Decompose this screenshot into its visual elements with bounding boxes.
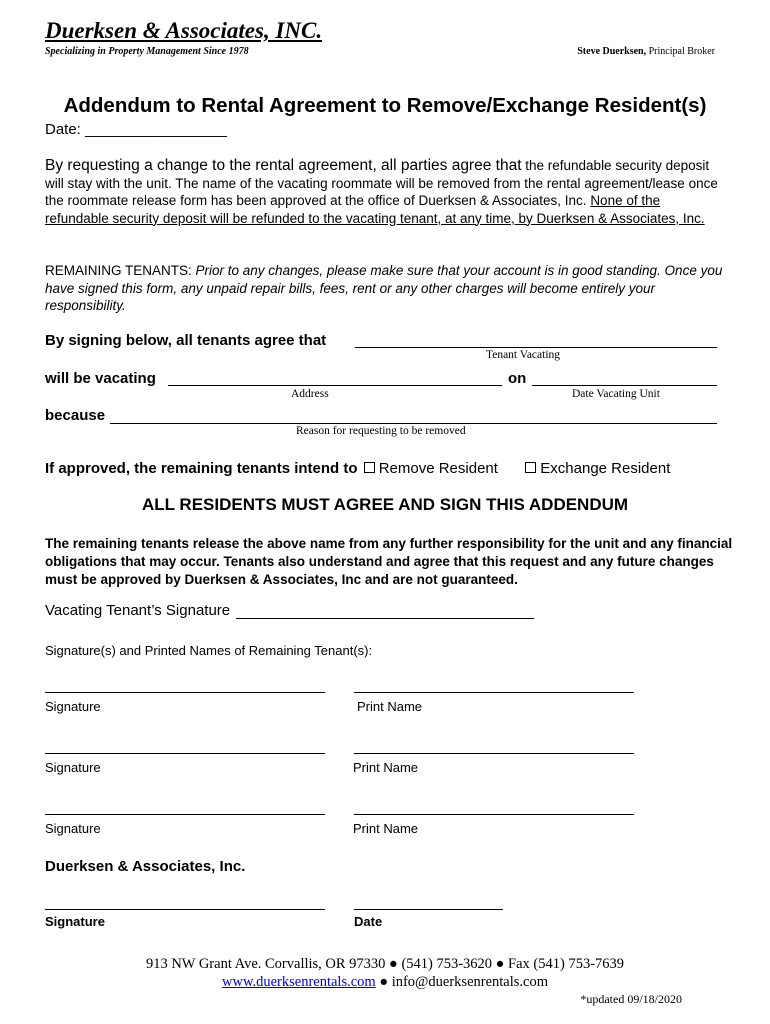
intro-lead: By requesting a change to the rental agreement, all parties agree that [45, 157, 522, 174]
remaining-text: Prior to any changes, please make sure that your account is in good standing. Once you have signed this form, any unpaid repair bills, fees, rent or any other charges will become entirely your responsibility. [45, 263, 723, 313]
company-signature-line[interactable] [45, 909, 325, 910]
print-name-caption: Print Name [353, 821, 419, 836]
footer-address: 913 NW Grant Ave. Corvallis, OR 97330 ● (541) 753-3620 ● Fax (541) 753-7639 [145, 956, 625, 972]
tenant-vacating-line[interactable] [355, 347, 717, 348]
print-name-line[interactable] [354, 753, 634, 754]
company-date-line[interactable] [354, 909, 503, 910]
signature-caption: Signature [45, 699, 101, 714]
date-vacating-line[interactable] [532, 385, 717, 386]
intent-label: If approved, the remaining tenants intend to [45, 460, 358, 477]
signature-caption: Signature [45, 760, 101, 775]
print-name-caption: Print Name [357, 699, 423, 714]
footer-email: ● info@duerksenrentals.com [375, 974, 548, 990]
vacating-signature-line[interactable] [236, 618, 534, 619]
on-label: on [508, 370, 527, 387]
signature-line[interactable] [45, 753, 325, 754]
intro-paragraph [45, 157, 725, 227]
date-vacating-caption: Date Vacating Unit [572, 388, 660, 400]
address-caption: Address [291, 388, 329, 400]
footer-contact [0, 974, 770, 991]
address-line[interactable] [168, 385, 502, 386]
exchange-resident-checkbox[interactable] [525, 462, 536, 473]
reason-caption: Reason for requesting to be removed [296, 425, 466, 437]
date-field[interactable]: Date: _________________ [45, 121, 227, 138]
updated-date: *updated 09/18/2020 [580, 992, 682, 1006]
signature-line[interactable] [45, 814, 325, 815]
signature-line[interactable] [45, 692, 325, 693]
website-link[interactable]: www.duerksenrentals.com [222, 974, 376, 990]
broker-name: Steve Duerksen, [577, 46, 647, 57]
company-date-caption: Date [354, 914, 383, 929]
remove-resident-label: Remove Resident [378, 460, 498, 477]
print-name-caption: Print Name [353, 760, 419, 775]
because-label: because [45, 407, 106, 424]
print-name-line[interactable] [354, 692, 634, 693]
company-tagline: Specializing in Property Management Since 1978 [45, 46, 249, 57]
remove-resident-checkbox[interactable] [364, 462, 375, 473]
vacating-label: will be vacating [45, 370, 156, 387]
remaining-signatures-label: Signature(s) and Printed Names of Remaining Tenant(s): [45, 643, 373, 658]
intro-rest: the refundable security deposit will stay with the unit. The name of the vacating roommate will be removed from the rental agreement/lease once the roommate release form has been approved at the office of Duerksen & Associates, Inc. [45, 158, 718, 208]
signing-label: By signing below, all tenants agree that [45, 332, 327, 349]
vacating-signature-label: Vacating Tenant’s Signature [45, 602, 231, 619]
exchange-resident-label: Exchange Resident [540, 460, 671, 477]
broker-line [577, 46, 715, 57]
broker-title: Principal Broker [648, 46, 715, 57]
print-name-line[interactable] [354, 814, 634, 815]
signature-caption: Signature [45, 821, 101, 836]
all-residents-heading: ALL RESIDENTS MUST AGREE AND SIGN THIS ADDENDUM [141, 495, 629, 514]
document-title: Addendum to Rental Agreement to Remove/Exchange Resident(s) [63, 94, 707, 117]
intent-choice [45, 460, 670, 477]
intro-underlined: None of the refundable security deposit will be refunded to the vacating tenant, at any time, by Duerksen & Associates, Inc. [45, 193, 705, 226]
company-signature-caption: Signature [45, 914, 105, 929]
reason-line[interactable] [110, 423, 717, 424]
company-name: Duerksen & Associates, INC. [45, 18, 323, 43]
remaining-tenants-paragraph [45, 262, 725, 315]
release-paragraph: The remaining tenants release the above name from any further responsibility for the unit and any financial obligations that may occur. Tenants also understand and agree that this request and any future changes must be approved by Duerksen & Associates, Inc and are not guaranteed. [45, 536, 733, 587]
tenant-vacating-caption: Tenant Vacating [486, 349, 561, 361]
remaining-label: REMAINING TENANTS: [45, 263, 192, 278]
company-signature-heading: Duerksen & Associates, Inc. [45, 858, 246, 875]
